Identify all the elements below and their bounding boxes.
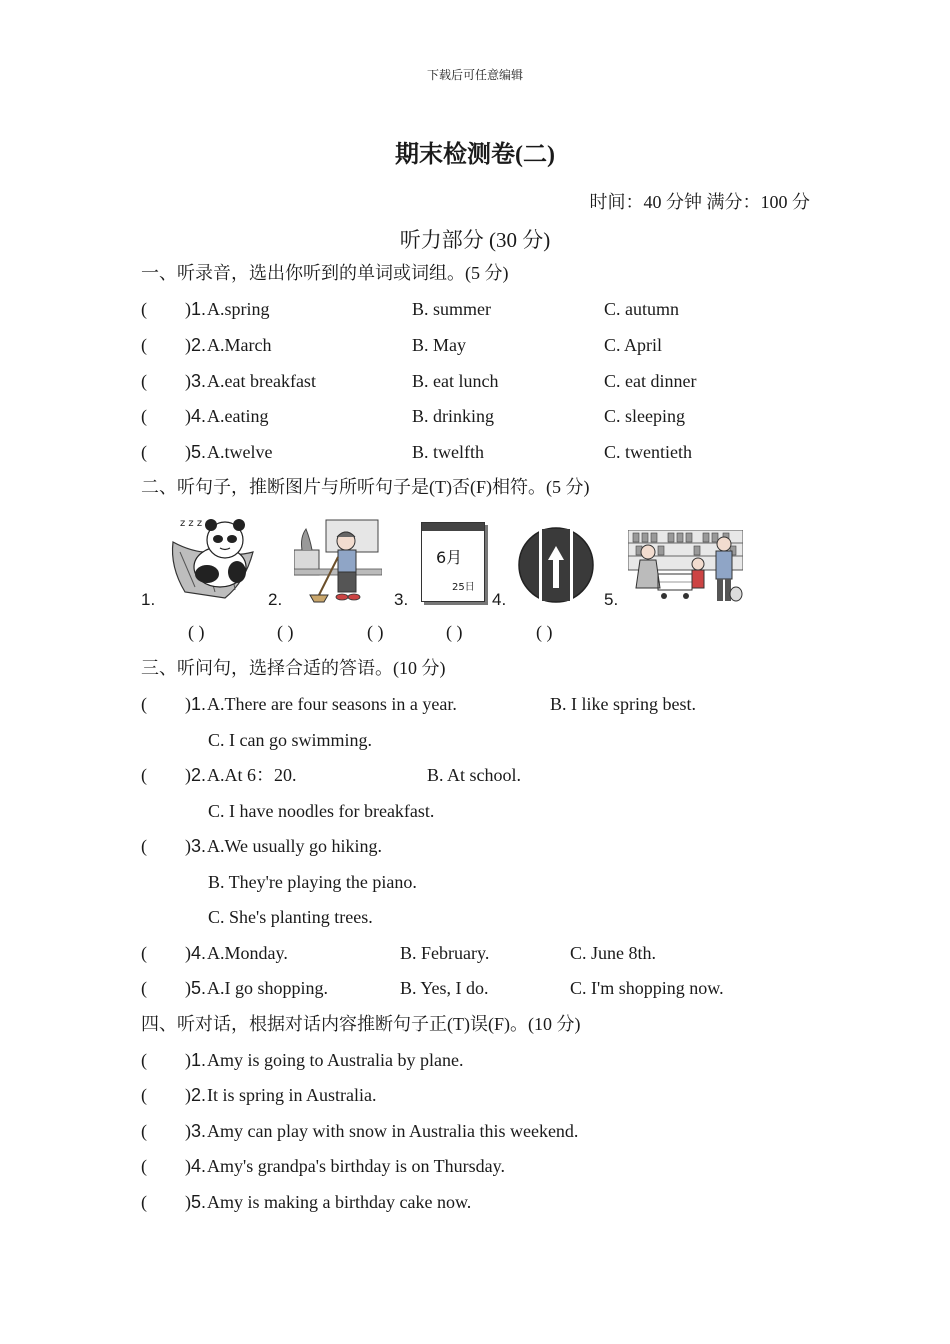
section2-heading: 二、听句子，推断图片与所听句子是(T)否(F)相符。(5 分) xyxy=(141,477,590,497)
option-a: A.spring xyxy=(207,299,270,319)
answer-paren-left: ( xyxy=(141,1156,147,1176)
answer-blank: ( ) xyxy=(367,622,384,642)
answer-paren-right: ) xyxy=(185,765,191,785)
answer-paren-left: ( xyxy=(141,1085,147,1105)
svg-text:z z z: z z z xyxy=(180,518,203,529)
picture-number: 5. xyxy=(604,590,619,609)
answer-paren-right: ) xyxy=(185,371,191,391)
answer-blank: ( ) xyxy=(446,622,463,642)
answer-paren-left: ( xyxy=(141,442,147,462)
option-c: C. April xyxy=(604,335,663,355)
section1-question-4 xyxy=(0,405,950,427)
answer-paren-left: ( xyxy=(141,765,147,785)
section4-statement-1 xyxy=(0,1049,950,1071)
section4-statement-3 xyxy=(0,1120,950,1142)
section3-question-2 xyxy=(0,764,950,786)
answer-paren-right: ) xyxy=(185,1121,191,1141)
statement-text: Amy is making a birthday cake now. xyxy=(207,1192,472,1212)
answer-paren-left: ( xyxy=(141,371,147,391)
section1-heading: 一、听录音，选出你听到的单词或词组。(5 分) xyxy=(141,263,509,283)
question-number: 3. xyxy=(191,371,207,391)
question-number: 2. xyxy=(191,1085,207,1105)
question-number: 4. xyxy=(191,406,207,426)
option-c: C. twentieth xyxy=(604,442,692,462)
section1-question-3 xyxy=(0,370,950,392)
answer-blank: ( ) xyxy=(277,622,294,642)
answer-paren-right: ) xyxy=(185,442,191,462)
answer-paren-left: ( xyxy=(141,978,147,998)
option-b: B. Yes, I do. xyxy=(400,978,489,998)
question-number: 4. xyxy=(191,1156,207,1176)
panda-sleeping-icon xyxy=(165,512,260,600)
page-title: 期末检测卷(二) xyxy=(395,142,555,168)
option-b: B. I like spring best. xyxy=(550,694,696,714)
statement-text: Amy's grandpa's birthday is on Thursday. xyxy=(207,1156,505,1176)
answer-paren-right: ) xyxy=(185,694,191,714)
statement-text: Amy is going to Australia by plane. xyxy=(207,1050,464,1070)
option-a: A.Monday. xyxy=(207,943,288,963)
option-c: C. I'm shopping now. xyxy=(570,978,724,998)
answer-paren-left: ( xyxy=(141,299,147,319)
option-a: A.We usually go hiking. xyxy=(207,836,383,856)
answer-paren-left: ( xyxy=(141,943,147,963)
answer-paren-left: ( xyxy=(141,694,147,714)
section3-question-3-option-b: B. They're playing the piano. xyxy=(208,872,417,892)
option-a: A.I go shopping. xyxy=(207,978,328,998)
section4-heading: 四、听对话，根据对话内容推断句子正(T)误(F)。(10 分) xyxy=(141,1014,581,1034)
question-number: 5. xyxy=(191,978,207,998)
option-b: B. May xyxy=(412,335,466,355)
boy-sweeping-icon xyxy=(294,517,382,605)
section3-question-3 xyxy=(0,835,950,857)
option-b: B. twelfth xyxy=(412,442,484,462)
option-b: B. February. xyxy=(400,943,490,963)
time-info: 时间：40 分钟 满分：100 分 xyxy=(589,192,810,212)
option-a: A.There are four seasons in a year. xyxy=(207,694,457,714)
picture-number: 2. xyxy=(268,590,283,609)
answer-paren-right: ) xyxy=(185,406,191,426)
answer-paren-right: ) xyxy=(185,299,191,319)
answer-paren-right: ) xyxy=(185,943,191,963)
option-b: B. drinking xyxy=(412,406,495,426)
answer-paren-right: ) xyxy=(185,1156,191,1176)
header-note: 下载后可任意编辑 xyxy=(426,68,523,82)
section4-statement-2 xyxy=(0,1084,950,1106)
question-number: 1. xyxy=(191,299,207,319)
question-number: 2. xyxy=(191,335,207,355)
section3-question-5 xyxy=(0,977,950,999)
option-c: C. sleeping xyxy=(604,406,685,426)
answer-paren-left: ( xyxy=(141,406,147,426)
section1-question-2 xyxy=(0,334,950,356)
section3-heading: 三、听问句，选择合适的答语。(10 分) xyxy=(141,658,446,678)
section4-statement-4 xyxy=(0,1155,950,1177)
section3-question-1-option-c: C. I can go swimming. xyxy=(208,730,372,750)
picture-number: 4. xyxy=(492,590,507,609)
option-a: A.eating xyxy=(207,406,269,426)
section-subtitle: 听力部分 (30 分) xyxy=(399,228,551,252)
option-b: B. At school. xyxy=(427,765,522,785)
option-c: C. eat dinner xyxy=(604,371,697,391)
one-way-sign-icon xyxy=(517,526,595,604)
question-number: 3. xyxy=(191,1121,207,1141)
question-number: 1. xyxy=(191,694,207,714)
section3-question-2-option-c: C. I have noodles for breakfast. xyxy=(208,801,435,821)
answer-paren-left: ( xyxy=(141,1050,147,1070)
answer-paren-right: ) xyxy=(185,335,191,355)
statement-text: It is spring in Australia. xyxy=(207,1085,377,1105)
answer-paren-right: ) xyxy=(185,1050,191,1070)
calendar-day: 25日 xyxy=(452,582,475,593)
option-a: A.twelve xyxy=(207,442,273,462)
option-a: A.At 6：20. xyxy=(207,765,297,785)
answer-paren-right: ) xyxy=(185,836,191,856)
answer-paren-left: ( xyxy=(141,1121,147,1141)
question-number: 5. xyxy=(191,442,207,462)
section4-statement-5 xyxy=(0,1191,950,1213)
option-c: C. autumn xyxy=(604,299,679,319)
section3-question-4 xyxy=(0,942,950,964)
answer-paren-right: ) xyxy=(185,1192,191,1212)
answer-blank: ( ) xyxy=(188,622,205,642)
section3-question-3-option-c: C. She's planting trees. xyxy=(208,907,373,927)
answer-paren-left: ( xyxy=(141,335,147,355)
option-b: B. eat lunch xyxy=(412,371,499,391)
picture-number: 3. xyxy=(394,590,409,609)
statement-text: Amy can play with snow in Australia this weekend. xyxy=(207,1121,579,1141)
section1-question-5 xyxy=(0,441,950,463)
section3-question-1 xyxy=(0,693,950,715)
answer-paren-left: ( xyxy=(141,1192,147,1212)
option-a: A.eat breakfast xyxy=(207,371,316,391)
question-number: 3. xyxy=(191,836,207,856)
answer-paren-right: ) xyxy=(185,978,191,998)
question-number: 4. xyxy=(191,943,207,963)
picture-number: 1. xyxy=(141,590,156,609)
option-a: A.March xyxy=(207,335,272,355)
question-number: 5. xyxy=(191,1192,207,1212)
option-b: B. summer xyxy=(412,299,491,319)
option-c: C. June 8th. xyxy=(570,943,657,963)
calendar-icon xyxy=(421,522,485,602)
answer-paren-left: ( xyxy=(141,836,147,856)
section1-question-1 xyxy=(0,298,950,320)
answer-paren-right: ) xyxy=(185,1085,191,1105)
answer-blank: ( ) xyxy=(536,622,553,642)
question-number: 2. xyxy=(191,765,207,785)
calendar-month: 6月 xyxy=(436,548,463,567)
question-number: 1. xyxy=(191,1050,207,1070)
family-shopping-icon xyxy=(628,530,743,604)
